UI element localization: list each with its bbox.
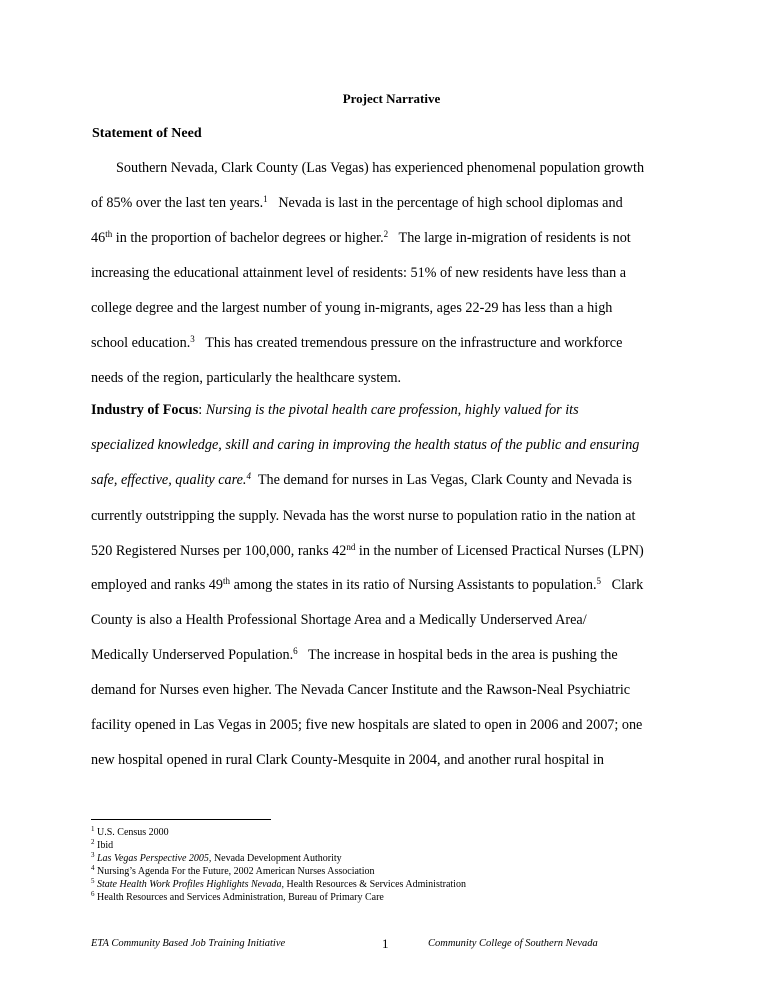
footnote-ref: 1 bbox=[263, 194, 268, 204]
body-line: 520 Registered Nurses per 100,000, ranks 42nd in the number of Licensed Practical Nurses (LPN) bbox=[91, 542, 644, 559]
footer-left: ETA Community Based Job Training Initiative bbox=[91, 938, 286, 949]
body-line: college degree and the largest number of young in-migrants, ages 22-29 has less than a high bbox=[91, 300, 613, 316]
footnote-ref: 6 bbox=[293, 646, 298, 656]
body-line: demand for Nurses even higher. The Nevada Cancer Institute and the Rawson-Neal Psychiatric bbox=[91, 682, 631, 698]
footnote-item: $^4$ Nursing’s Agenda For the Future, 2002 American Nurses Association bbox=[91, 864, 375, 877]
industry-of-focus-label: Industry of Focus bbox=[91, 402, 199, 418]
footnote-item: $^1$ U.S. Census 2000 bbox=[91, 825, 169, 838]
body-line: Medically Underserved Population.$^6$ The increase in hospital beds in the area is pushing the bbox=[91, 646, 618, 663]
body-line: Southern Nevada, Clark County (Las Vegas) has experienced phenomenal population growth bbox=[116, 160, 645, 176]
body-line: employed and ranks 49th among the states in its ratio of Nursing Assistants to population.$^5$ Clark bbox=[91, 576, 644, 593]
footer-right: Community College of Southern Nevada bbox=[428, 938, 598, 949]
body-line: Industry of Focus: Nursing is the pivotal health care profession, highly valued for its bbox=[91, 402, 579, 418]
page-number: 1 bbox=[382, 936, 389, 951]
body-line: increasing the educational attainment level of residents: 51% of new residents have less than a bbox=[91, 265, 627, 281]
body-line: new hospital opened in rural Clark County-Mesquite in 2004, and another rural hospital in bbox=[91, 752, 605, 768]
body-line: facility opened in Las Vegas in 2005; five new hospitals are slated to open in 2006 and 2007; one bbox=[91, 717, 643, 733]
footnote-item: $^5$ State Health Work Profiles Highlights Nevada, Health Resources & Services Administration bbox=[91, 877, 466, 890]
body-line: County is also a Health Professional Shortage Area and a Medically Underserved Area/ bbox=[91, 612, 587, 628]
footnote-separator bbox=[91, 819, 271, 820]
footnote-ref: 3 bbox=[190, 334, 195, 344]
body-line: 46th in the proportion of bachelor degrees or higher.$^2$ The large in-migration of residents is not bbox=[91, 229, 631, 246]
footnote-ref: 2 bbox=[383, 229, 389, 239]
body-line: of 85% over the last ten years.$^1$ Nevada is last in the percentage of high school diplomas and bbox=[91, 194, 623, 211]
body-line: currently outstripping the supply. Nevada has the worst nurse to population ratio in the nation at bbox=[91, 508, 636, 524]
footnote-item: $^2$ Ibid bbox=[91, 838, 114, 851]
footnote-item: $^6$ Health Resources and Services Administration, Bureau of Primary Care bbox=[91, 890, 384, 903]
page-title: Project Narrative bbox=[342, 91, 441, 106]
body-line: safe, effective, quality care.$^4$ The demand for nurses in Las Vegas, Clark County and Nevada is bbox=[91, 471, 632, 488]
footnote-ref: 4 bbox=[246, 471, 251, 481]
section-heading: Statement of Need bbox=[92, 126, 202, 141]
footnote-item: $^3$ Las Vegas Perspective 2005, Nevada Development Authority bbox=[91, 851, 342, 864]
body-line: specialized knowledge, skill and caring in improving the health status of the public and ensuring bbox=[91, 437, 640, 453]
footnote-ref: 5 bbox=[596, 576, 601, 586]
body-line: school education.$^3$ This has created tremendous pressure on the infrastructure and workforce bbox=[91, 334, 623, 351]
body-line: needs of the region, particularly the healthcare system. bbox=[91, 370, 402, 386]
